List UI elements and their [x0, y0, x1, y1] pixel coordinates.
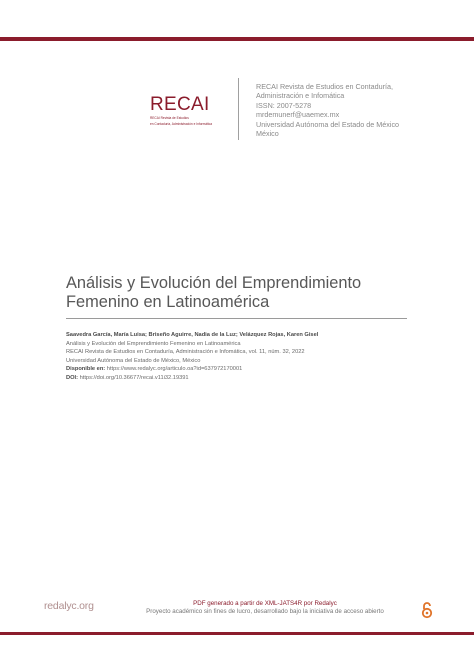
title-divider	[66, 318, 407, 319]
logo-subtitle-line-1: RECAI Revista de Estudios	[150, 116, 189, 120]
top-accent-bar	[0, 37, 474, 41]
bottom-accent-bar	[0, 632, 474, 635]
journal-institution: Universidad Autónoma del Estado de México	[256, 119, 400, 129]
journal-name-line-2: Administración e Infomática	[256, 91, 345, 101]
footer-project-line: Proyecto académico sin fines de lucro, desarrollado bajo la iniciativa de acceso abierto	[146, 608, 384, 615]
citation-journal-ref: RECAI Revista de Estudios en Contaduría, Administración e Infomática, vol. 11, núm. 32, 2022	[66, 349, 305, 355]
citation-institution: Universidad Autónoma del Estado de México, México	[66, 357, 201, 364]
footer-text	[130, 600, 400, 616]
journal-email[interactable]: mrdemunerf@uaemex.mx	[256, 110, 340, 120]
citation-available	[66, 365, 426, 374]
logo-title: RECAI	[150, 94, 210, 115]
logo-subtitle-line-2: en Contaduría, Administración e Informática	[150, 122, 213, 126]
available-label: Disponible en:	[66, 366, 106, 372]
citation-block	[66, 331, 426, 382]
redalyc-logo[interactable]: redalyc.org	[44, 600, 94, 612]
footer-generated-line: PDF generado a partir de XML-JATS4R por Redalyc	[193, 600, 337, 607]
doi-label: DOI:	[66, 374, 79, 381]
article-title	[66, 274, 426, 312]
article-title-line-2: Femenino en Latinoamérica	[66, 293, 270, 311]
doi-link[interactable]: https://doi.org/10.36677/recai.v11i32.19391	[79, 374, 189, 381]
journal-info	[256, 82, 466, 138]
open-access-icon	[420, 601, 434, 619]
recai-logo	[150, 95, 230, 126]
header-divider	[238, 78, 239, 140]
citation-authors: Saavedra García, María Luisa; Briseño Aguirre, Nadia de la Luz; Velázquez Rojas, Karen Gisel	[66, 332, 319, 338]
journal-name-line-1: RECAI Revista de Estudios en Contaduría,	[256, 82, 394, 91]
available-link[interactable]: https://www.redalyc.org/articulo.oa?id=637972170001	[106, 366, 243, 372]
citation-title: Análisis y Evolución del Emprendimiento Femenino en Latinoamérica	[66, 340, 241, 347]
journal-country: México	[256, 129, 279, 139]
citation-doi	[66, 374, 426, 383]
article-title-line-1: Análisis y Evolución del Emprendimiento	[66, 274, 362, 292]
journal-issn: ISSN: 2007-5278	[256, 100, 312, 110]
